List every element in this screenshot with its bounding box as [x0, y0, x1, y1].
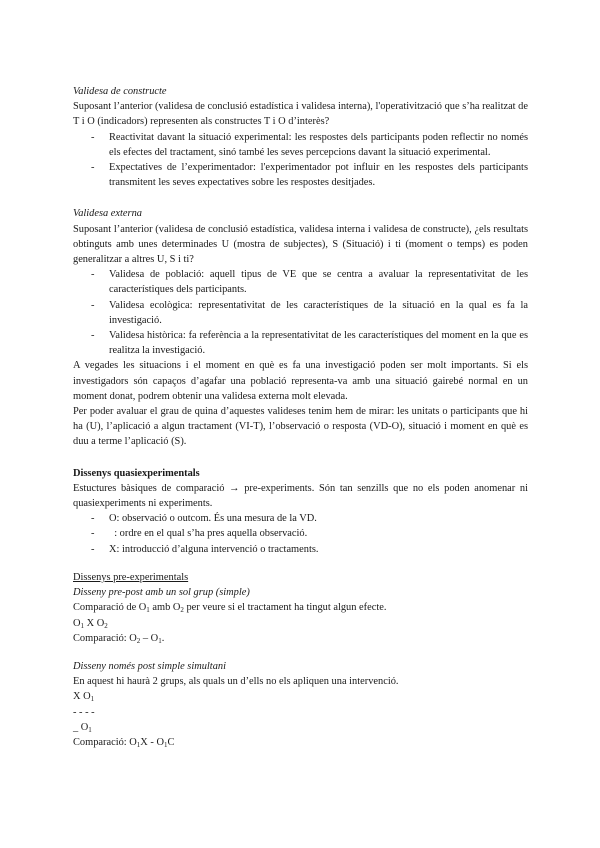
list-item: - O: observació o outcom. És una mesura de la VD.: [73, 511, 528, 526]
bullet-dash: -: [91, 299, 95, 311]
post-only-row-separator: - - - -: [73, 706, 95, 718]
post-only-description: En aquest hi haurà 2 grups, als quals un d’ells no els apliquen una intervenció.: [73, 676, 399, 688]
construct-validity-intro: Suposant l’anterior (validesa de conclusió estadística i validesa interna), l'operativització que s’ha realitzat de T i O (indicadors) representen als constructes T i O d’interès?: [73, 101, 528, 128]
bullet-dash: -: [91, 330, 95, 342]
post-only-comparison: Comparació: $O_1X - O_1C$: [73, 736, 175, 749]
external-validity-list: [73, 267, 528, 358]
document-page: [73, 84, 528, 750]
list-item: - Validesa de població: aquell tipus de VE que se centra a avaluar la representativitat de les característiques dels participants.: [91, 269, 528, 296]
external-validity-intro: Suposant l’anterior (validesa de conclusió estadística, validesa interna i validesa de constructe), ¿els resultats obtinguts amb unes determinades U (mostra de subjectes), S (Situació) i ti (moment o temps) es poden generalitzar a altres U, S i ti?: [73, 223, 528, 266]
section-heading-pre-experimental: Dissenys pre-experimentals: [73, 571, 189, 583]
subheading-post-only: Disseny només post simple simultani: [73, 660, 226, 672]
pre-post-formula: $O_1$ X $O_2$: [73, 617, 108, 630]
section-heading-quasi-experimental: Dissenys quasiexperimentals: [73, 467, 200, 479]
bullet-dash: -: [91, 131, 95, 143]
section-heading-external-validity: Validesa externa: [73, 208, 142, 220]
bullet-dash: -: [91, 513, 95, 525]
quasi-experimental-list: [73, 511, 528, 557]
list-item: - Validesa ecològica: representativitat de les característiques de la situació en la qual es fa la investigació.: [91, 299, 528, 326]
external-validity-paragraph-1: A vegades les situacions i el moment en què es fa una investigació poden ser molt importants. Si els investigadors són capaços d’agafar una població representa-va amb una situació gairebé normal en un moment donat, podrem obtenir una validesa externa molt elevada.: [73, 360, 528, 402]
pre-post-description: Comparació de $O_1$ amb $O_2$ per veure si el tractament ha tingut algun efecte.: [73, 602, 387, 615]
post-only-row-treatment: X $O_1$: [73, 691, 95, 704]
construct-validity-list: [73, 130, 528, 191]
bullet-dash: -: [91, 543, 95, 555]
post-only-row-control: _ $O_1$: [73, 721, 92, 734]
external-validity-paragraph-2: Per poder avaluar el grau de quina d’aquestes valideses tenim hem de mirar: les unitats o participants que hi ha (U), l’aplicació a algun tractament (VI-T), l’observació o resposta (VD-O), situació i moment en què es duu a terme l’aplicació (S).: [73, 406, 528, 448]
pre-post-comparison: Comparació: $O_2 - O_1$.: [73, 632, 165, 645]
quasi-experimental-intro: Estuctures bàsiques de comparació → pre-experiments. Són tan senzills que no els poden anomenar ni quasiexperiments ni experiments.: [73, 482, 528, 510]
list-item: - Expectatives de l’experimentador: l'experimentador pot influir en les respostes dels participants transmitent les seves expectatives sobre les respostes desitjades.: [91, 162, 528, 189]
list-item: - Validesa històrica: fa referència a la representativitat de les característiques del moment en la que es realitza la investigació.: [91, 330, 528, 357]
section-heading-construct-validity: Validesa de constructe: [73, 86, 167, 97]
bullet-dash: -: [91, 269, 95, 281]
subheading-pre-post: Disseny pre-post amb un sol grup (simple): [73, 587, 250, 599]
list-item: - X: introducció d’alguna intervenció o tractaments.: [73, 542, 528, 557]
list-item: - Reactivitat davant la situació experimental: les respostes dels participants poden reflectir no només els efectes del tractament, sinó també les seves percepcions davant la situació experimental.: [91, 131, 528, 158]
bullet-dash: -: [91, 162, 95, 174]
bullet-dash: -: [91, 528, 95, 540]
list-item: - : ordre en el qual s’ha pres aquella observació.: [73, 526, 528, 541]
